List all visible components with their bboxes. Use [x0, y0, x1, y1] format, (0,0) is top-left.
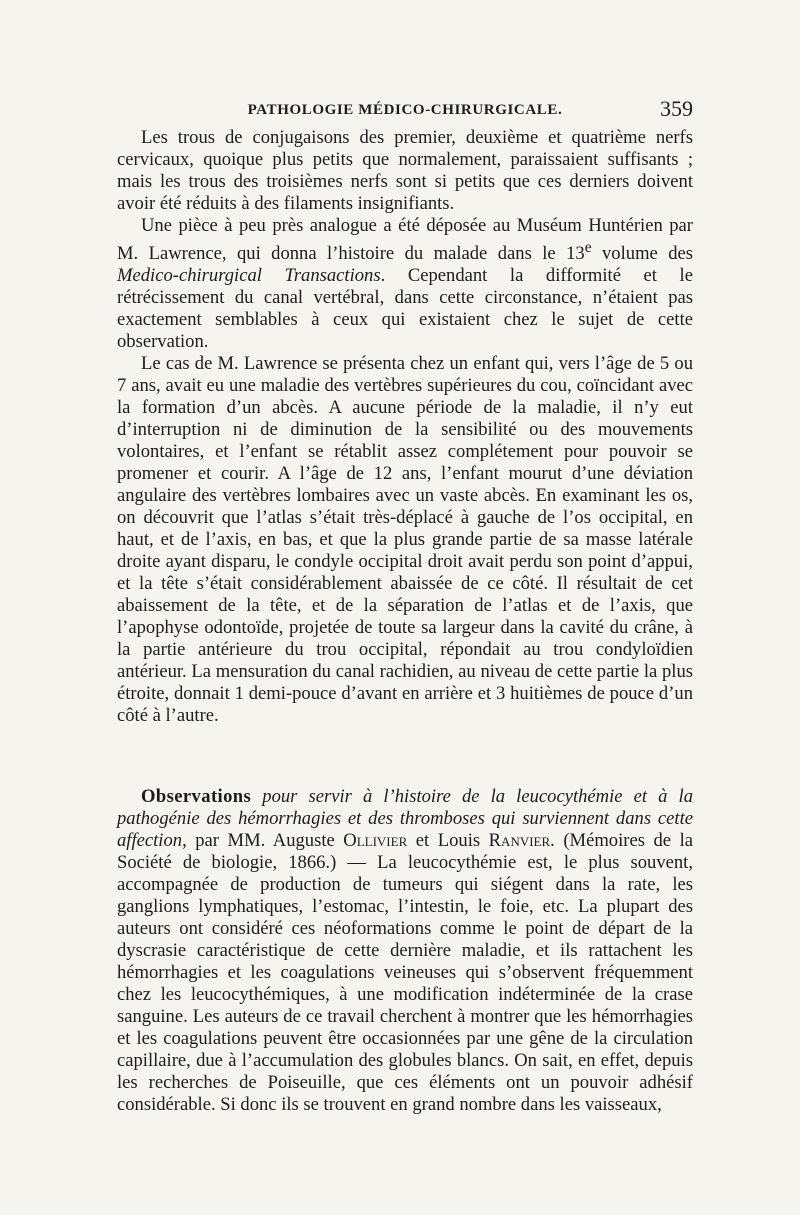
body-text — [117, 127, 693, 727]
author-ollivier: Ollivier — [343, 830, 408, 851]
observations-body: La leucocythémie est, le plus souvent, accompagnée de production de tumeurs qui siégent dans la rate, les ganglions lymphatiques, l’estomac, l’intestin, le foie, etc. La plupart des auteurs ont considéré ces néoformations comme le point de départ de la dyscrasie caractéristique de cette dernière maladie, et ils rattachent les hémorrhagies et les coagulations veineuses qui s’observent fréquemment chez les leucocythémiques, à une modification indéterminée de la crase sanguine. Les auteurs de ce travail cherchent à montrer que les hémorrhagies et les coagulations peuvent être occasionnées par une gêne de la circulation capillaire, due à l’accumulation des globules blancs. On sait, en effet, depuis les recherches de Poiseuille, que ces éléments ont un pouvoir adhésif considérable. Si donc ils se trouvent en grand nombre dans les vaisseaux, — [117, 852, 693, 1115]
observations-title: pour servir à l’histoire de la leucocythémie et à la pathogénie des hémorrhagies et des thromboses qui surviennent dans cette affection — [117, 786, 693, 851]
text-run: volume des — [591, 243, 693, 265]
author-ranvier: Ranvier — [488, 830, 551, 851]
journal-title: Medico-chirurgical Transactions — [117, 265, 381, 287]
text-run: . Cependant la difformité et le rétrécissement du canal vertébral, dans cette circonstance, n’étaient pas exactement semblables à ceux qui existaient chez le sujet de cette observation. — [117, 265, 693, 353]
paragraph-observations — [117, 786, 693, 1116]
text-run: Une pièce à peu près analogue a été déposée au Muséum Huntérien par M. Lawrence, qui donna l’histoire du malade dans le 13 — [117, 215, 693, 265]
text-run: , par MM. Auguste — [182, 830, 344, 851]
paragraph-cas-lawrence: Le cas de M. Lawrence se présenta chez un enfant qui, vers l’âge de 5 ou 7 ans, avait eu une maladie des vertèbres supérieures du cou, coïncidant avec la formation d’un abcès. A aucune période de la maladie, il n’y eut d’interruption ni de diminution de la sensibilité ou des mouvements volontaires, et l’enfant se rétablit assez complétement pour pouvoir se promener et courir. A l’âge de 12 ans, l’enfant mourut d’une déviation angulaire des vertèbres lombaires avec un vaste abcès. En examinant les os, on découvrit que l’atlas s’était très-déplacé à gauche de l’os occipital, en haut, et de l’axis, en bas, et que la plus grande partie de sa masse latérale droite ayant disparu, le condyle occipital droit avait perdu son point d’appui, et la tête s’était considérablement abaissée de ce côté. Il résultait de cet abaissement de la tête, et de la séparation de l’atlas et de l’axis, que l’apophyse odontoïde, projetée de toute sa largeur dans la cavité du crâne, à la partie antérieure du trou occipital, répondait au trou condyloïdien antérieur. La mensuration du canal rachidien, au niveau de cette partie la plus étroite, donnait 1 demi-pouce d’avant en arrière et 3 huitièmes de pouce d’un côté à l’autre. — [117, 353, 693, 727]
page-header — [117, 96, 693, 124]
source-citation: . (Mémoires de la Société de biologie, 1866.) — — [117, 830, 693, 873]
paragraph-trous-conjugaison: Les trous de conjugaisons des premier, deuxième et quatrième nerfs cervicaux, quoique plus petits que normalement, paraissaient suffisants ; mais les trous des troisièmes nerfs sont si petits que ces derniers doivent avoir été réduits à des filaments insignifiants. — [117, 127, 693, 214]
running-head: PATHOLOGIE MÉDICO-CHIRURGICALE. — [247, 102, 563, 118]
observations-section — [117, 786, 693, 1116]
paragraph-piece-analogue — [117, 215, 693, 353]
page-number: 359 — [660, 96, 693, 121]
observations-heading: Observations — [141, 786, 252, 807]
text-run: et Louis — [407, 830, 489, 851]
superscript-e: e — [584, 239, 592, 256]
